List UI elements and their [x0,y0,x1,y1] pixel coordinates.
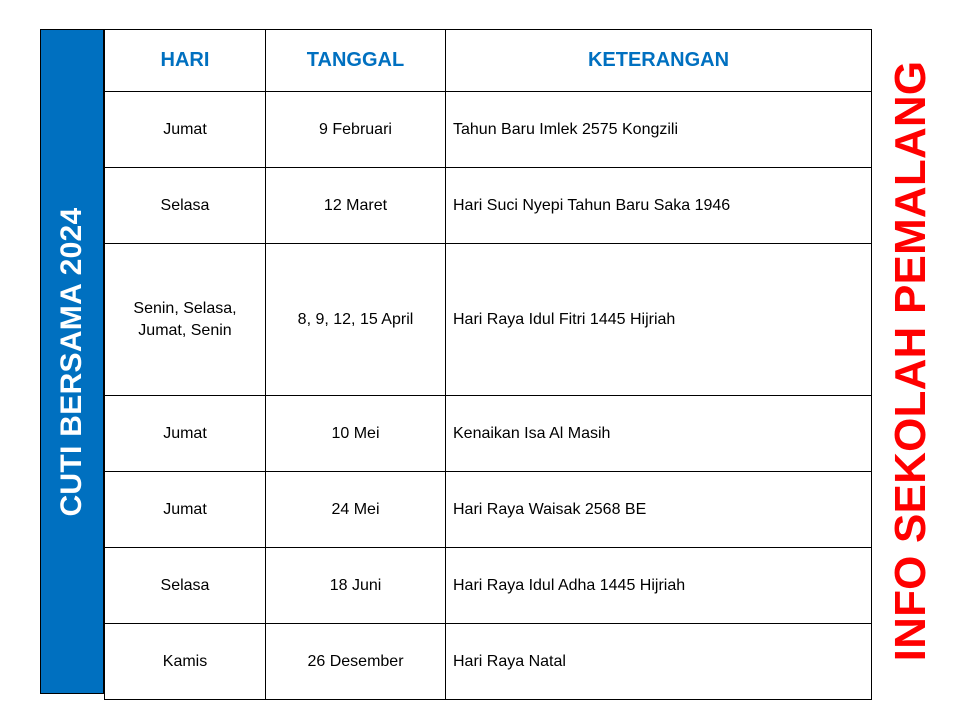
table-row [105,92,872,168]
cell-date: 18 Juni [266,548,446,624]
cell-date: 9 Februari [266,92,446,168]
cell-day: Senin, Selasa, Jumat, Senin [105,244,266,396]
header-date: TANGGAL [266,30,446,92]
cell-note: Hari Raya Waisak 2568 BE [446,472,872,548]
side-banner-title: CUTI BERSAMA 2024 [55,206,88,517]
right-vertical-title: INFO SEKOLAH PEMALANG [886,60,935,662]
cell-day: Kamis [105,624,266,700]
table-row [105,244,872,396]
table-row [105,396,872,472]
table-row [105,548,872,624]
cell-day: Jumat [105,396,266,472]
cell-note: Tahun Baru Imlek 2575 Kongzili [446,92,872,168]
cell-date: 24 Mei [266,472,446,548]
cell-date: 8, 9, 12, 15 April [266,244,446,396]
cell-note: Hari Raya Idul Fitri 1445 Hijriah [446,244,872,396]
cell-date: 12 Maret [266,168,446,244]
cell-date: 10 Mei [266,396,446,472]
cell-date: 26 Desember [266,624,446,700]
cell-note: Hari Suci Nyepi Tahun Baru Saka 1946 [446,168,872,244]
table-header-row [105,30,872,92]
cell-note: Kenaikan Isa Al Masih [446,396,872,472]
cell-note: Hari Raya Idul Adha 1445 Hijriah [446,548,872,624]
cell-day: Jumat [105,472,266,548]
cell-day: Jumat [105,92,266,168]
header-note: KETERANGAN [446,30,872,92]
header-day: HARI [105,30,266,92]
cell-day: Selasa [105,168,266,244]
side-banner [40,29,104,694]
cell-day: Selasa [105,548,266,624]
table-row [105,472,872,548]
cell-note: Hari Raya Natal [446,624,872,700]
table-row [105,624,872,700]
holiday-table [104,29,872,700]
table-row [105,168,872,244]
